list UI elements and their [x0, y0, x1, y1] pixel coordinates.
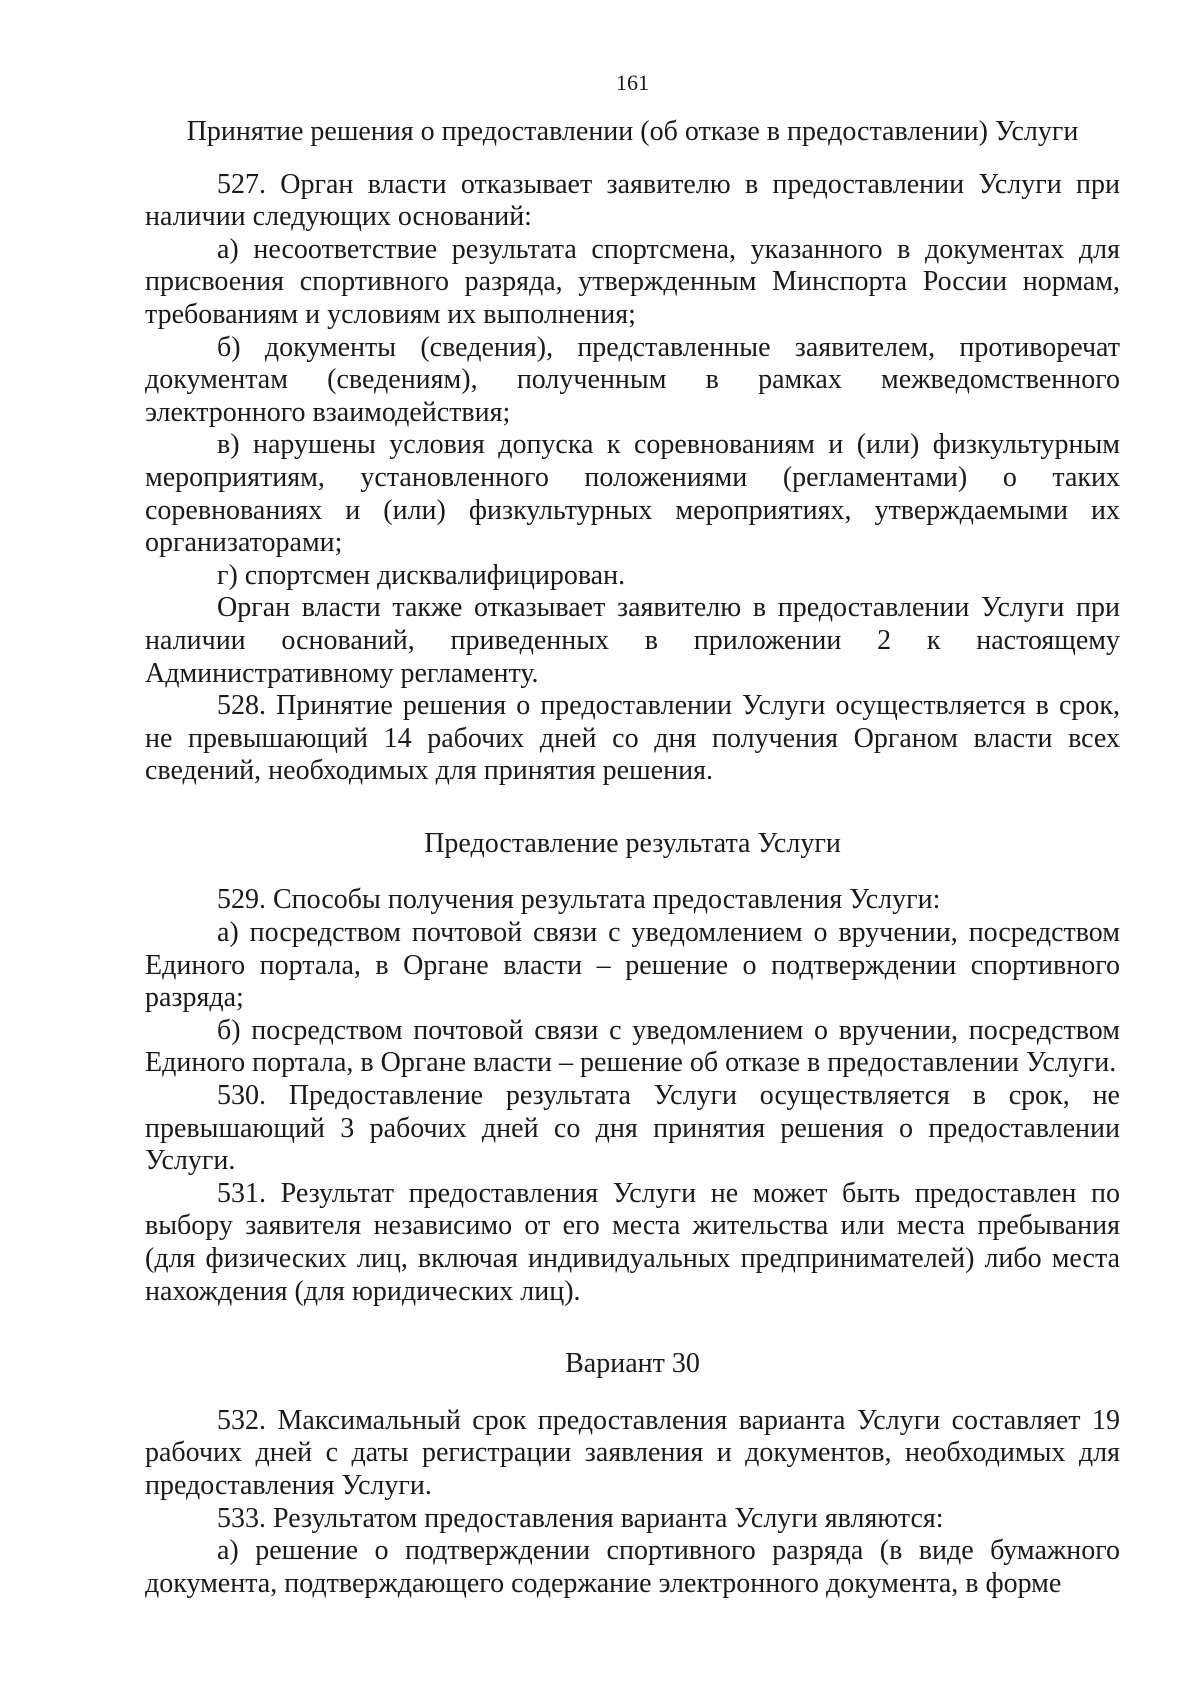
- paragraph-532: 532. Максимальный срок предоставления варианта Услуги составляет 19 рабочих дней с даты регистрации заявления и документов, необходимых для предоставления Услуги.: [145, 1404, 1120, 1501]
- paragraph-530: 530. Предоставление результата Услуги осуществляется в срок, не превышающий 3 рабочих дней со дня принятия решения о предоставлении Услуги.: [145, 1080, 1120, 1177]
- paragraph-527-extra: Орган власти также отказывает заявителю в предоставлении Услуги при наличии оснований, приведенных в приложении 2 к настоящему Административному регламенту.: [145, 592, 1120, 689]
- paragraph-529-a: а) посредством почтовой связи с уведомлением о вручении, посредством Единого портала, в Органе власти – решение о подтверждении спортивного разряда;: [145, 917, 1120, 1014]
- paragraph-527-a: а) несоответствие результата спортсмена, указанного в документах для присвоения спортивного разряда, утвержденным Минспорта России нормам, требованиям и условиям их выполнения;: [145, 233, 1120, 330]
- section-heading-result: Предоставление результата Услуги: [424, 827, 841, 859]
- section-heading-decision: Принятие решения о предоставлении (об отказе в предоставлении) Услуги: [186, 116, 1079, 147]
- section-heading-variant-30: Вариант 30: [565, 1348, 700, 1380]
- paragraph-531: 531. Результат предоставления Услуги не может быть предоставлен по выбору заявителя независимо от его места жительства или места пребывания (для физических лиц, включая индивидуальных предпринимателей) либо места нахождения (для юридических лиц).: [145, 1177, 1120, 1307]
- paragraph-533-a: а) решение о подтверждении спортивного разряда (в виде бумажного документа, подтверждающего содержание электронного документа, в форме: [145, 1535, 1120, 1599]
- paragraph-527-v: в) нарушены условия допуска к соревнованиям и (или) физкультурным мероприятиям, установленного положениями (регламентами) о таких соревнованиях и (или) физкультурных мероприятиях, утверждаемыми их организаторами;: [145, 429, 1120, 559]
- paragraph-527-b: б) документы (сведения), представленные заявителем, противоречат документам (сведениям), полученным в рамках межведомственного электронного взаимодействия;: [145, 331, 1120, 428]
- paragraph-527-g: г) спортсмен дисквалифицирован.: [217, 559, 626, 591]
- document-body: [145, 116, 1120, 1600]
- page-number: 161: [616, 70, 649, 95]
- paragraph-529: 529. Способы получения результата предоставления Услуги:: [217, 884, 941, 916]
- paragraph-528: 528. Принятие решения о предоставлении Услуги осуществляется в срок, не превышающий 14 рабочих дней со дня получения Органом власти всех сведений, необходимых для принятия решения.: [145, 690, 1120, 787]
- paragraph-529-b: б) посредством почтовой связи с уведомлением о вручении, посредством Единого портала, в Органе власти – решение об отказе в предоставлении Услуги.: [145, 1014, 1120, 1079]
- paragraph-533: 533. Результатом предоставления варианта Услуги являются:: [217, 1502, 944, 1534]
- paragraph-527: 527. Орган власти отказывает заявителю в предоставлении Услуги при наличии следующих оснований:: [145, 168, 1120, 233]
